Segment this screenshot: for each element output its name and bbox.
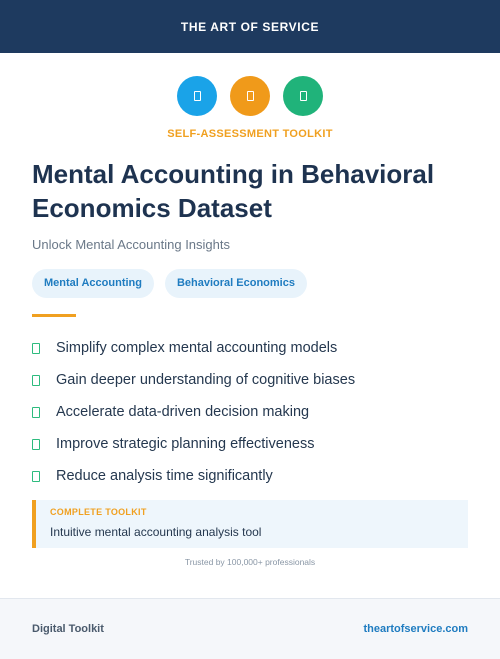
checkbox-icon (32, 407, 40, 418)
feature-text: Reduce analysis time significantly (56, 468, 273, 484)
kicker-label: SELF-ASSESSMENT TOOLKIT (167, 128, 333, 140)
callout-box (32, 500, 468, 548)
checkbox-icon (32, 375, 40, 386)
list-item (32, 460, 355, 492)
callout-label: COMPLETE TOOLKIT (50, 507, 147, 517)
tag-mental-accounting: Mental Accounting (32, 269, 154, 298)
list-item (32, 364, 355, 396)
subtitle: Unlock Mental Accounting Insights (32, 237, 230, 252)
tag-behavioral-economics: Behavioral Economics (165, 269, 307, 298)
feature-text: Gain deeper understanding of cognitive biases (56, 372, 356, 388)
document-icon (283, 76, 323, 116)
checkbox-icon (32, 439, 40, 450)
brand-title: THE ART OF SERVICE (180, 19, 320, 34)
feature-text: Simplify complex mental accounting models (56, 340, 338, 356)
header-bar (0, 0, 500, 53)
list-item (32, 428, 355, 460)
checkbox-icon (32, 343, 40, 354)
callout-text: Intuitive mental accounting analysis tool (50, 525, 262, 539)
feature-list (32, 332, 355, 492)
footer (0, 598, 500, 659)
icon-row (0, 76, 500, 116)
website-link[interactable]: theartofservice.com (363, 623, 468, 635)
footer-label: Digital Toolkit (32, 623, 104, 635)
document-icon (177, 76, 217, 116)
feature-text: Accelerate data-driven decision making (56, 404, 310, 420)
list-item (32, 396, 355, 428)
tag-list (32, 269, 307, 298)
trusted-note: Trusted by 100,000+ professionals (184, 557, 316, 567)
feature-text: Improve strategic planning effectiveness (56, 436, 315, 452)
divider (32, 314, 76, 317)
document-icon (230, 76, 270, 116)
page-title: Mental Accounting in Behavioral Economics Dataset (32, 159, 435, 223)
list-item (32, 332, 355, 364)
checkbox-icon (32, 471, 40, 482)
